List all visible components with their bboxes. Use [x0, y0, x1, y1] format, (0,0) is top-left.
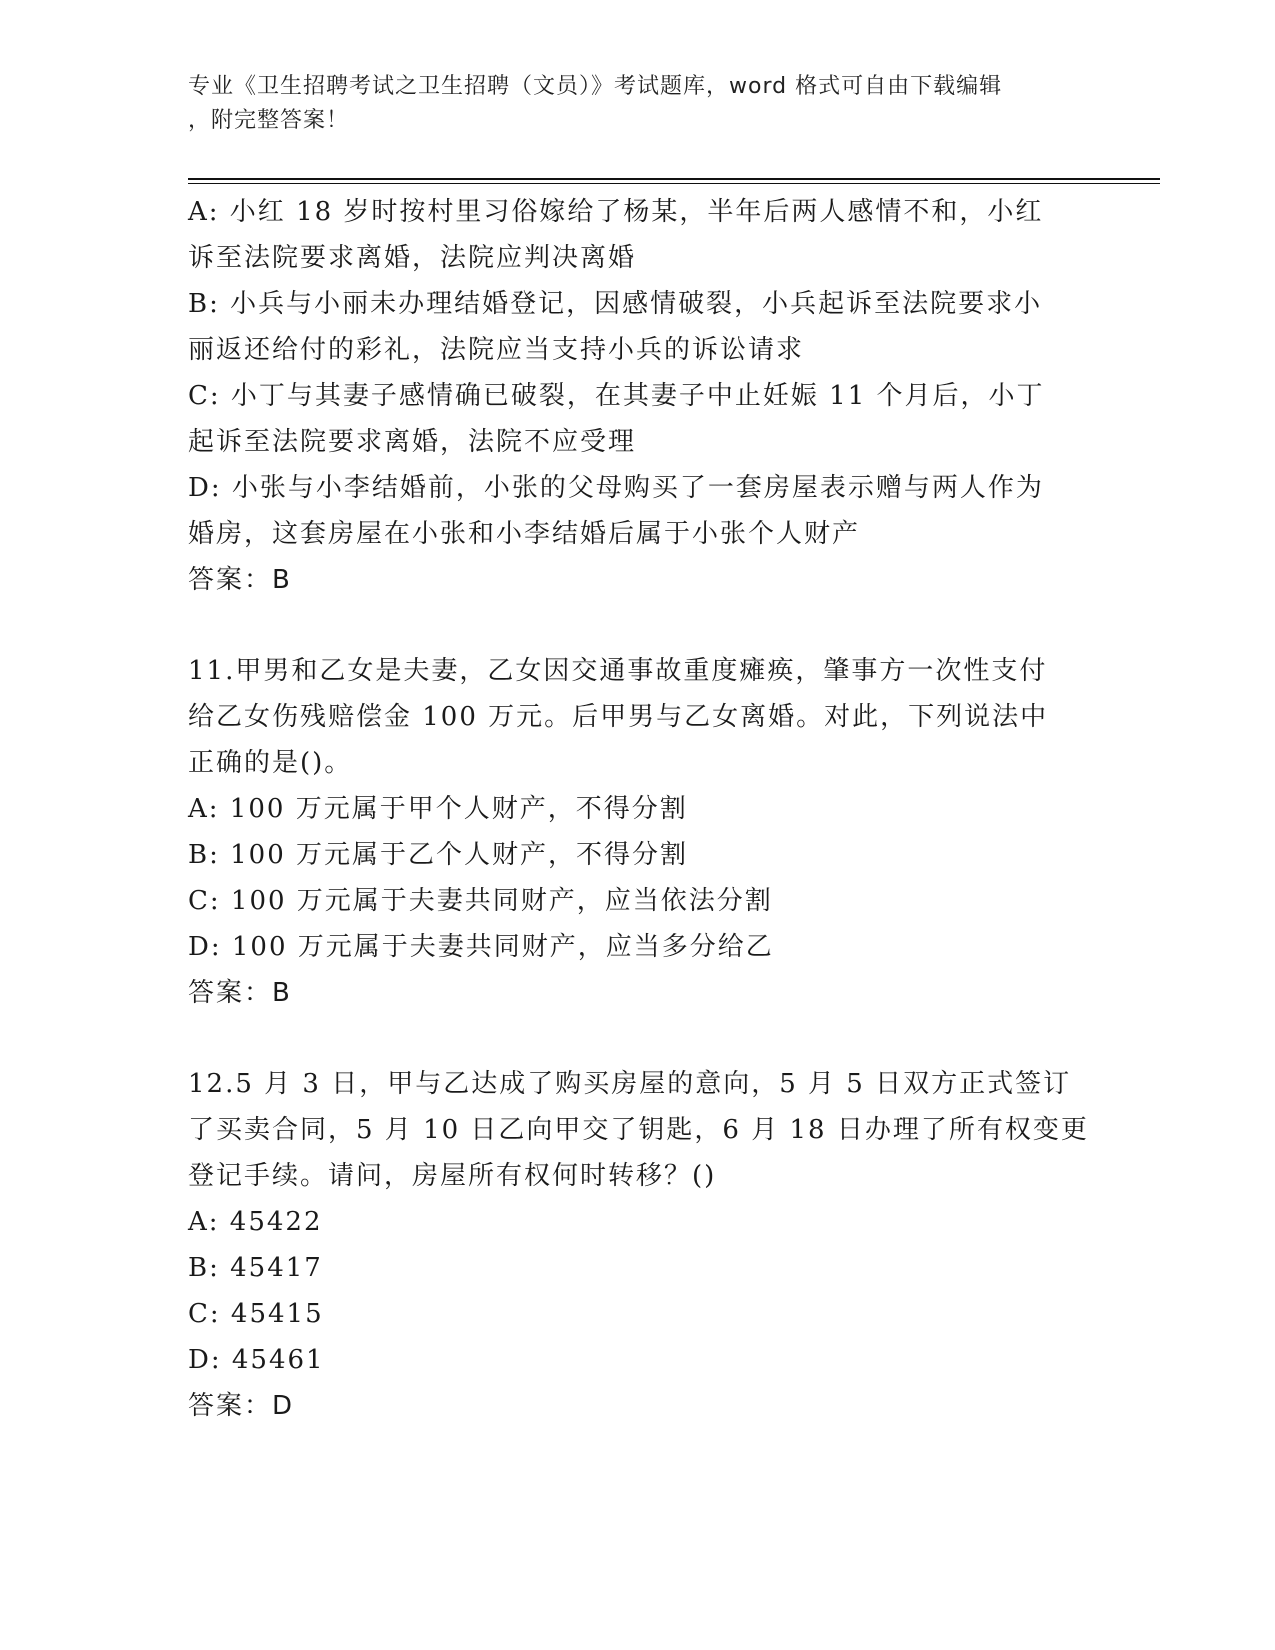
q10-option-d-line-2: 婚房，这套房屋在小张和小李结婚后属于小张个人财产 [188, 519, 861, 549]
q11-option-a: A: 100 万元属于甲个人财产，不得分割 [188, 794, 688, 824]
document-body [188, 189, 1088, 1429]
q11-stem-line-3: 正确的是()。 [188, 748, 353, 778]
spacer [188, 1016, 1088, 1061]
q12-stem-line-2: 了买卖合同，5 月 10 日乙向甲交了钥匙，6 月 18 日办理了所有权变更 [188, 1115, 1089, 1145]
q12-option-b: B: 45417 [188, 1253, 323, 1283]
question-11 [188, 648, 1088, 1016]
document-header [188, 70, 1068, 138]
header-rule-thin [188, 183, 1160, 184]
q12-stem-line-3: 登记手续。请问，房屋所有权何时转移？() [188, 1161, 717, 1191]
q12-option-d: D: 45461 [188, 1345, 325, 1375]
q11-option-c: C: 100 万元属于夫妻共同财产，应当依法分割 [188, 886, 773, 916]
q10-option-b-line-2: 丽返还给付的彩礼，法院应当支持小兵的诉讼请求 [188, 335, 805, 365]
header-rule-thick [188, 178, 1160, 180]
q12-option-c: C: 45415 [188, 1299, 324, 1329]
question-10 [188, 189, 1088, 603]
q10-answer: 答案：B [188, 565, 292, 595]
q11-option-b: B: 100 万元属于乙个人财产，不得分割 [188, 840, 689, 870]
q11-option-d: D: 100 万元属于夫妻共同财产，应当多分给乙 [188, 932, 774, 962]
header-line-2: ，附完整答案！ [188, 108, 350, 133]
q10-option-b-line-1: B: 小兵与小丽未办理结婚登记，因感情破裂，小兵起诉至法院要求小 [188, 289, 1043, 319]
header-line-1: 专业《卫生招聘考试之卫生招聘（文员）》考试题库，word 格式可自由下载编辑 [188, 74, 1003, 99]
q11-stem-line-2: 给乙女伤残赔偿金 100 万元。后甲男与乙女离婚。对此，下列说法中 [188, 702, 1049, 732]
q11-answer: 答案：B [188, 978, 292, 1008]
q10-option-a-line-1: A: 小红 18 岁时按村里习俗嫁给了杨某，半年后两人感情不和，小红 [188, 197, 1044, 227]
spacer [188, 603, 1088, 648]
q10-option-c-line-1: C: 小丁与其妻子感情确已破裂，在其妻子中止妊娠 11 个月后，小丁 [188, 381, 1045, 411]
q12-answer: 答案：D [188, 1391, 295, 1421]
q12-option-a: A: 45422 [188, 1207, 323, 1237]
q10-option-a-line-2: 诉至法院要求离婚，法院应判决离婚 [188, 243, 637, 273]
q10-option-c-line-2: 起诉至法院要求离婚，法院不应受理 [188, 427, 637, 457]
q11-stem-line-1: 11.甲男和乙女是夫妻，乙女因交通事故重度瘫痪，肇事方一次性支付 [188, 656, 1048, 686]
q12-stem-line-1: 12.5 月 3 日，甲与乙达成了购买房屋的意向，5 月 5 日双方正式签订 [188, 1069, 1072, 1099]
question-12 [188, 1061, 1088, 1429]
q10-option-d-line-1: D: 小张与小李结婚前，小张的父母购买了一套房屋表示赠与两人作为 [188, 473, 1044, 503]
